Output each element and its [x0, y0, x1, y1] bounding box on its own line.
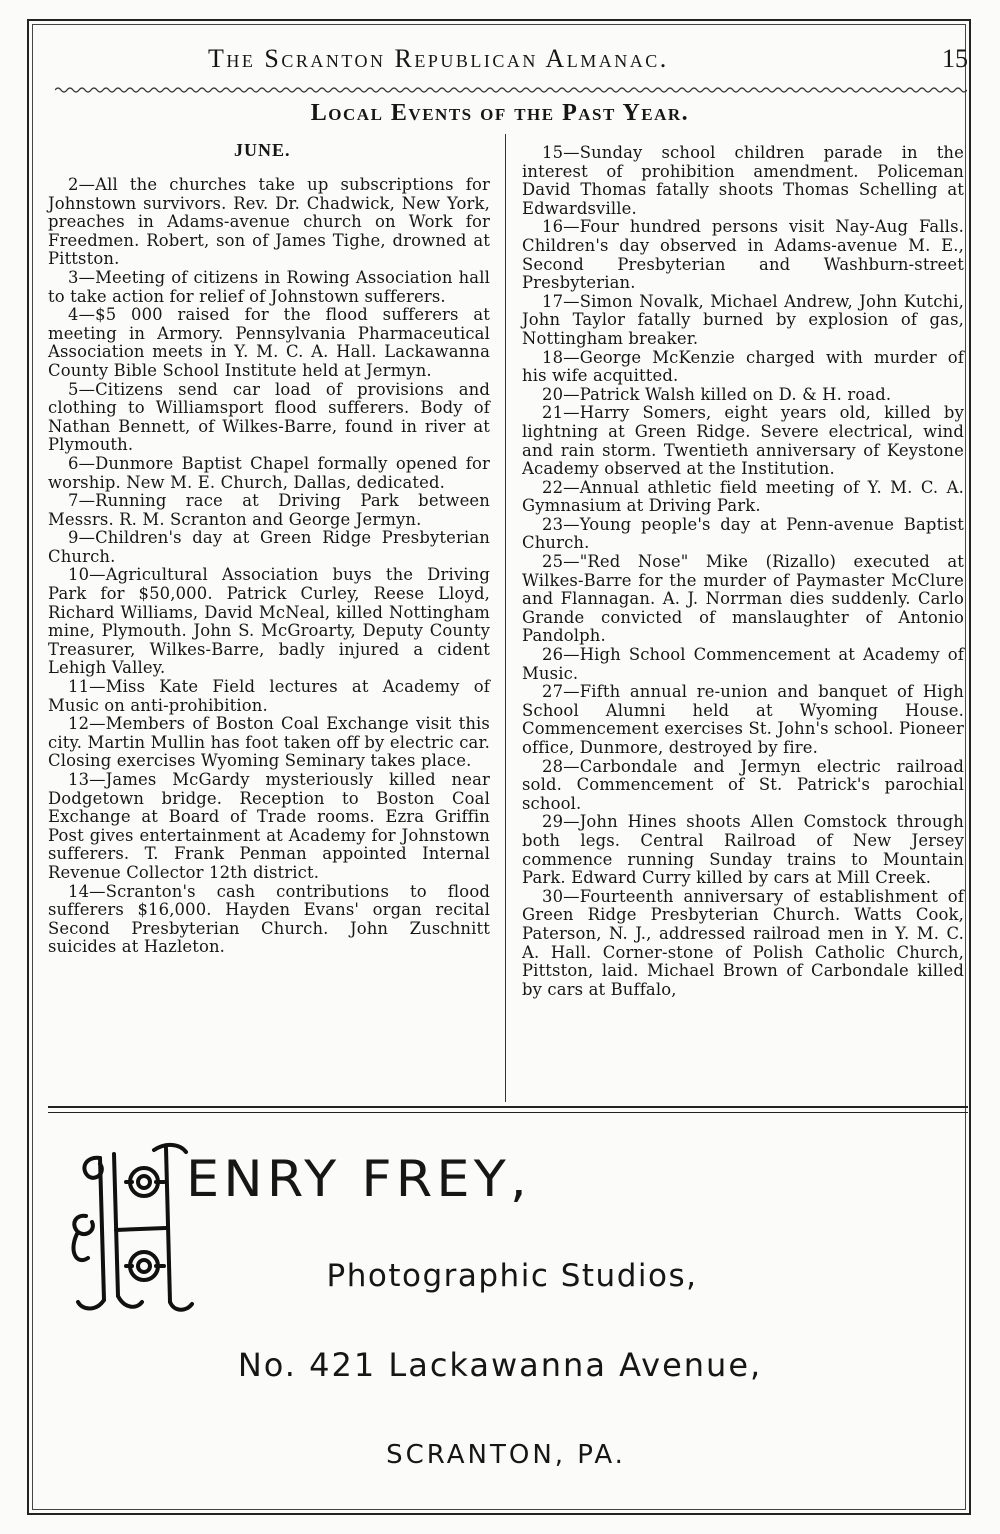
event-entry: 29—John Hines shoots Allen Comstock through both legs. Central Railroad of New Jersey commence running Sunday trains to Mountain Park. Edward Curry killed by cars at Mill Creek.: [522, 812, 964, 888]
event-entry: 12—Members of Boston Coal Exchange visit this city. Martin Mullin has foot taken off by electric car. Closing exercises Wyoming Seminary takes place.: [48, 714, 490, 771]
page-number: 15: [942, 44, 968, 73]
header-wavy-rule: [55, 86, 967, 94]
event-entry: 16—Four hundred persons visit Nay-Aug Falls. Children's day observed in Adams-avenue M. E., Second Presbyterian and Washburn-street Presbyterian.: [522, 217, 964, 293]
event-entry: 22—Annual athletic field meeting of Y. M. C. A. Gymnasium at Driving Park.: [522, 477, 964, 516]
event-entry: 2—All the churches take up subscriptions for Johnstown survivors. Rev. Dr. Chadwick, New York, preaches in Adams-avenue church on Work for Freedmen. Robert, son of James Tighe, drowned at Pittston.: [48, 175, 490, 269]
event-entry: 11—Miss Kate Field lectures at Academy of Music on anti-prohibition.: [48, 677, 490, 715]
section-title: Local Events of the Past Year.: [310, 100, 690, 126]
event-entry: 25—"Red Nose" Mike (Rizallo) executed at Wilkes-Barre for the murder of Paymaster McClure and Flannagan. A. J. Norrman dies suddenly. Carlo Grande convicted of manslaughter of Antonio Pandolph.: [522, 552, 964, 646]
event-entry: 10—Agricultural Association buys the Driving Park for $50,000. Patrick Curley, Reese Lloyd, Richard Williams, David McNeal, killed Nottingham mine, Plymouth. John S. McGroarty, Deputy County Treasurer, Wilkes-Barre, badly injured a cident Lehigh Valley.: [48, 565, 490, 678]
event-entry: 21—Harry Somers, eight years old, killed by lightning at Green Ridge. Severe electrical, wind and rain storm. Twentieth anniversary of Keystone Academy observed at the Institution.: [522, 403, 964, 479]
advertisement-rule-thin: [48, 1112, 968, 1113]
event-entry: 20—Patrick Walsh killed on D. & H. road.: [542, 384, 892, 404]
event-entry: 13—James McGardy mysteriously killed near Dodgetown bridge. Reception to Boston Coal Exchange at Board of Trade rooms. Ezra Griffin Post gives entertainment at Academy for Johnstown sufferers. T. Frank Penman appointed Internal Revenue Collector 12th district.: [48, 770, 490, 882]
event-entry: 6—Dunmore Baptist Chapel formally opened for worship. New M. E. Church, Dallas, dedicated.: [48, 453, 490, 492]
month-heading: JUNE.: [234, 140, 291, 160]
event-entry: 27—Fifth annual re-union and banquet of High School Alumni held at Wyoming House. Commencement exercises St. John's school. Pioneer office, Dunmore, destroyed by fire.: [522, 682, 964, 757]
left-column: [48, 176, 490, 957]
event-entry: 15—Sunday school children parade in the interest of prohibition amendment. Policeman David Thomas fatally shoots Thomas Schelling at Edwardsville.: [522, 143, 964, 218]
advertisement-rule-thick: [48, 1106, 968, 1108]
event-entry: 23—Young people's day at Penn-avenue Baptist Church.: [522, 514, 964, 553]
event-entry: 3—Meeting of citizens in Rowing Association hall to take action for relief of Johnstown sufferers.: [48, 267, 490, 306]
event-entry: 26—High School Commencement at Academy of Music.: [522, 645, 964, 683]
event-entry: 9—Children's day at Green Ridge Presbyterian Church.: [48, 528, 490, 566]
event-entry: 5—Citizens send car load of provisions and clothing to Williamsport flood sufferers. Body of Nathan Bennett, of Wilkes-Barre, found in river at Plymouth.: [48, 379, 490, 455]
event-entry: 30—Fourteenth anniversary of establishment of Green Ridge Presbyterian Church. Watts Cook, Paterson, N. J., addressed railroad men in Y. M. C. A. Hall. Corner-stone of Polish Catholic Church, Pittston, laid. Michael Brown of Carbondale killed by cars at Buffalo,: [522, 886, 964, 999]
advertisement-studio-line: Photographic Studios,: [326, 1258, 698, 1294]
advertiser-name-rest: ENRY FREY,: [186, 1150, 531, 1208]
right-column: [522, 144, 964, 999]
event-entry: 18—George McKenzie charged with murder of his wife acquitted.: [522, 347, 964, 386]
advertiser-name: [186, 1150, 531, 1208]
event-entry: 28—Carbondale and Jermyn electric railroad sold. Commencement of St. Patrick's parochial school.: [522, 756, 964, 813]
advertisement-city-line: SCRANTON, PA.: [386, 1440, 626, 1470]
running-header: [48, 40, 968, 80]
advertisement-address-line: No. 421 Lackawanna Avenue,: [237, 1346, 763, 1384]
column-divider: [505, 134, 506, 1102]
event-entry: 7—Running race at Driving Park between Messrs. R. M. Scranton and George Jermyn.: [48, 491, 490, 529]
event-entry: 14—Scranton's cash contributions to flood sufferers $16,000. Hayden Evans' organ recital Second Presbyterian Church. John Zuschnitt suicides at Hazleton.: [48, 881, 490, 957]
event-entry: 4—$5 000 raised for the flood sufferers at meeting in Armory. Pennsylvania Pharmaceutical Association meets in Y. M. C. A. Hall. Lackawanna County Bible School Institute held at Jermyn.: [48, 305, 490, 380]
almanac-title: The Scranton Republican Almanac.: [208, 44, 669, 73]
event-entry: 17—Simon Novalk, Michael Andrew, John Kutchi, John Taylor fatally burned by explosion of gas, Nottingham breaker.: [522, 291, 964, 348]
